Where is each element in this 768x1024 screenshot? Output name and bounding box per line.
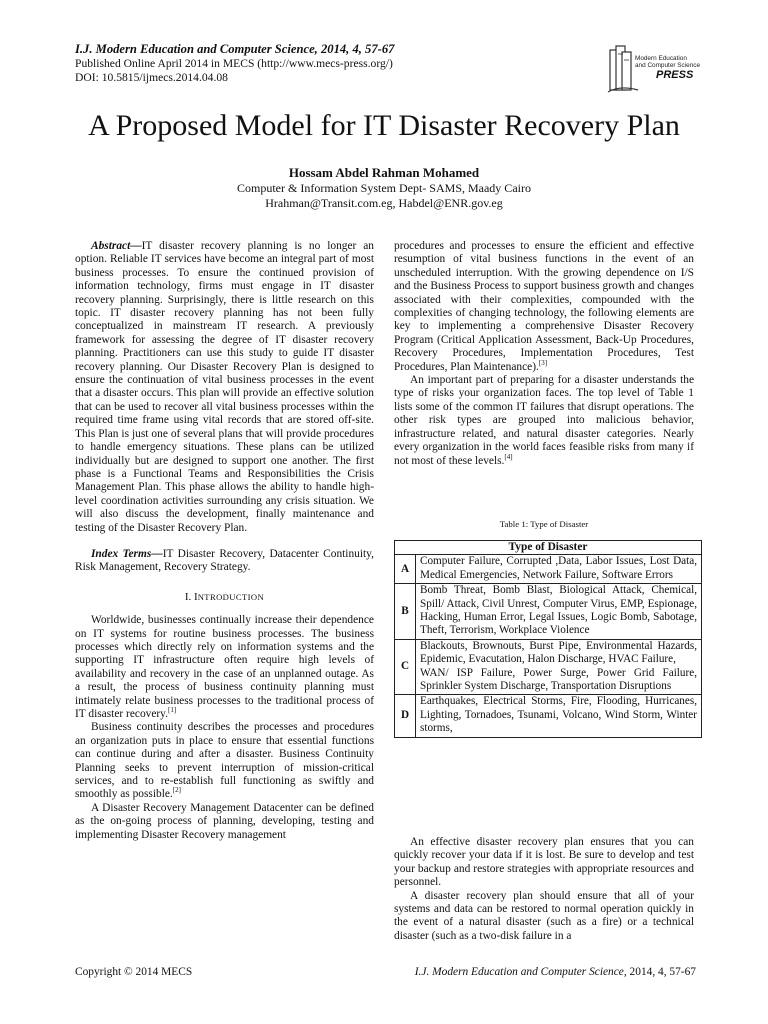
row-key: D bbox=[395, 695, 416, 737]
citation: [2] bbox=[172, 786, 181, 795]
abstract-text: IT disaster recovery planning is no longer an option. Reliable IT services have become an integral part of most business processes. To ensure the continued provision of information technology, firms must engage in IT disaster recovery planning. Surprisingly, there is little research on this topic. IT disaster recovery planning has not been fully conceptualized in mainstream IT research. A previously framework for assessing the degree of IT disaster recovery planning. Practitioners can use this study to guide IT disaster recovery planning. Our Disaster Recovery Plan is designed to ensure the continuation of vital business processes in the event that a disaster occurs. This plan will provide an effective solution that can be used to recover all vital business processes within the required time frame using vital records that are stored off-site. This Plan is just one of several plans that will provide procedures to handle emergency situations. These plans can be utilized individually but are designed to support one another. The first phase is a Functional Teams and Responsibilities the Crisis Management Plan. This phase allows the ability to handle high-level coordination activities surrounding any crisis situation. We will also discuss the development, finally maintenance and testing of the Disaster Recovery Plan. bbox=[75, 240, 374, 534]
row-value: Blackouts, Brownouts, Burst Pipe, Environmental Hazards, Epidemic, Evacutation, Halon Discharge, HVAC Failure, WAN/ ISP Failure, Power Surge, Power Grid Failure, Sprinkler System Discharge, Transportation Disruptions bbox=[416, 639, 702, 695]
section-heading-introduction bbox=[75, 591, 374, 604]
row-key: C bbox=[395, 639, 416, 695]
footer-journal-details: 2014, 4, 57-67 bbox=[626, 966, 696, 978]
table-row bbox=[395, 639, 702, 695]
publisher-logo bbox=[600, 40, 700, 96]
table-caption: Table 1: Type of Disaster bbox=[499, 519, 589, 529]
published-line: Published Online April 2014 in MECS (http://www.mecs-press.org/) bbox=[75, 57, 393, 70]
author-name: Hossam Abdel Rahman Mohamed bbox=[288, 165, 480, 180]
row-key: A bbox=[395, 555, 416, 584]
footer-journal bbox=[415, 966, 696, 978]
index-terms-dash: — bbox=[151, 547, 163, 560]
doi-line: DOI: 10.5815/ijmecs.2014.04.08 bbox=[75, 71, 228, 84]
paragraph: An effective disaster recovery plan ensures that you can quickly recover your data if it is lost. Be sure to develop and test your backup and restore strategies with appropriate resources and personnel. bbox=[394, 836, 694, 889]
abstract-dash: — bbox=[130, 240, 142, 252]
right-column-top bbox=[394, 240, 694, 468]
abstract bbox=[75, 240, 374, 535]
footer-journal-name: I.J. Modern Education and Computer Science, bbox=[414, 966, 627, 978]
paragraph: A Disaster Recovery Management Datacenter can be defined as the on-going process of planning, developing, testing and implementing Disaster Recovery management bbox=[75, 801, 374, 841]
paper-title: A Proposed Model for IT Disaster Recovery Plan bbox=[88, 109, 680, 142]
citation: [1] bbox=[167, 706, 177, 715]
section-title-first: I bbox=[194, 590, 198, 603]
logo-line-1: Modern Education bbox=[635, 55, 687, 62]
paragraph: procedures and processes to ensure the efficient and effective resumption of vital business functions in the event of an unscheduled interruption. With the growing dependence on I/S and the Business Process to support business growth and changes associated with their complexities, compounded with the complexities of changing technology, the following elements are key to implementing a comprehensive Disaster Recovery Program (Critical Application Assessment, Back-Up Procedures, Recovery Procedures, Implementation Procedures, Test Procedures, Plan Maintenance).[3] bbox=[394, 240, 694, 373]
citation: [4] bbox=[504, 452, 513, 461]
table-header: Type of Disaster bbox=[395, 541, 702, 555]
paragraph: Business continuity describes the processes and procedures an organization puts in place to ensure that essential functions can continue during and after a disaster. Business Continuity Planning seeks to prevent interruption of mission-critical services, and to re-establish full functioning as swiftly and smoothly as possible.[2] bbox=[75, 721, 374, 801]
author-emails: Hrahman@Transit.com.eg, Habdel@ENR.gov.eg bbox=[265, 196, 503, 210]
row-value: Bomb Threat, Bomb Blast, Biological Attack, Chemical, Spill/ Attack, Civil Unrest, Computer Virus, EMP, Espionage, Hacking, Human Error, Legal Issues, Logic Bomb, Sabotage, Theft, Terrorism, Workplace Violence bbox=[416, 584, 702, 640]
row-key: B bbox=[395, 584, 416, 640]
paragraph: Worldwide, businesses continually increase their dependence on IT systems for routine business processes. The business processes which directly rely on information systems and the supporting IT infrastructure often require high levels of availability and recovery in the case of an unplanned outage. As a result, the process of business continuity planning must intimately relate business processes to the traditional process of IT disaster recovery.[1] bbox=[75, 614, 374, 720]
table-row bbox=[395, 584, 702, 640]
index-terms bbox=[75, 548, 374, 575]
author-affiliation: Computer & Information System Dept- SAMS, Maady Cairo bbox=[237, 181, 531, 195]
row-value: Earthquakes, Electrical Storms, Fire, Flooding, Hurricanes, Lighting, Tornadoes, Tsunami, Volcano, Wind Storm, Winter storms, bbox=[416, 695, 702, 737]
logo-press: PRESS bbox=[656, 69, 694, 81]
journal-header bbox=[75, 42, 545, 85]
books-logo-icon bbox=[600, 40, 640, 96]
table-row bbox=[395, 695, 702, 737]
disaster-type-table bbox=[394, 540, 702, 738]
index-terms-label: Index Terms bbox=[91, 547, 152, 560]
footer-copyright: Copyright © 2014 MECS bbox=[75, 966, 193, 978]
index-terms-text: IT Disaster Recovery, Datacenter Continuity, Risk Management, Recovery Strategy. bbox=[75, 547, 374, 574]
abstract-label: Abstract bbox=[91, 240, 131, 252]
paragraph: A disaster recovery plan should ensure that all of your systems and data can be restored to normal operation quickly in the event of a natural disaster (such as a fire) or a technical disaster (such as a two-disk failure in a bbox=[394, 889, 694, 942]
left-column bbox=[75, 240, 374, 842]
logo-line-2: and Computer Science bbox=[635, 62, 701, 69]
table-row bbox=[395, 555, 702, 584]
right-column-bottom bbox=[394, 836, 694, 943]
paragraph: An important part of preparing for a disaster understands the type of risks your organization faces. The top level of Table 1 lists some of the common IT failures that disrupt operations. The other risk types are grouped into malicious behavior, infrastructure related, and natural disaster categories. Nearly every organization in the world faces feasible risks from many if not most of these levels.[4] bbox=[394, 374, 694, 467]
table-header-row bbox=[395, 541, 702, 555]
row-value: Computer Failure, Corrupted ,Data, Labor Issues, Lost Data, Medical Emergencies, Network Failure, Software Errors bbox=[416, 555, 702, 584]
journal-name: I.J. Modern Education and Computer Science bbox=[75, 42, 315, 56]
section-title-rest: NTRODUCTION bbox=[197, 591, 265, 602]
section-number: I. bbox=[184, 590, 192, 603]
citation: [3] bbox=[538, 358, 548, 367]
journal-details: , 2014, 4, 57-67 bbox=[314, 42, 395, 56]
